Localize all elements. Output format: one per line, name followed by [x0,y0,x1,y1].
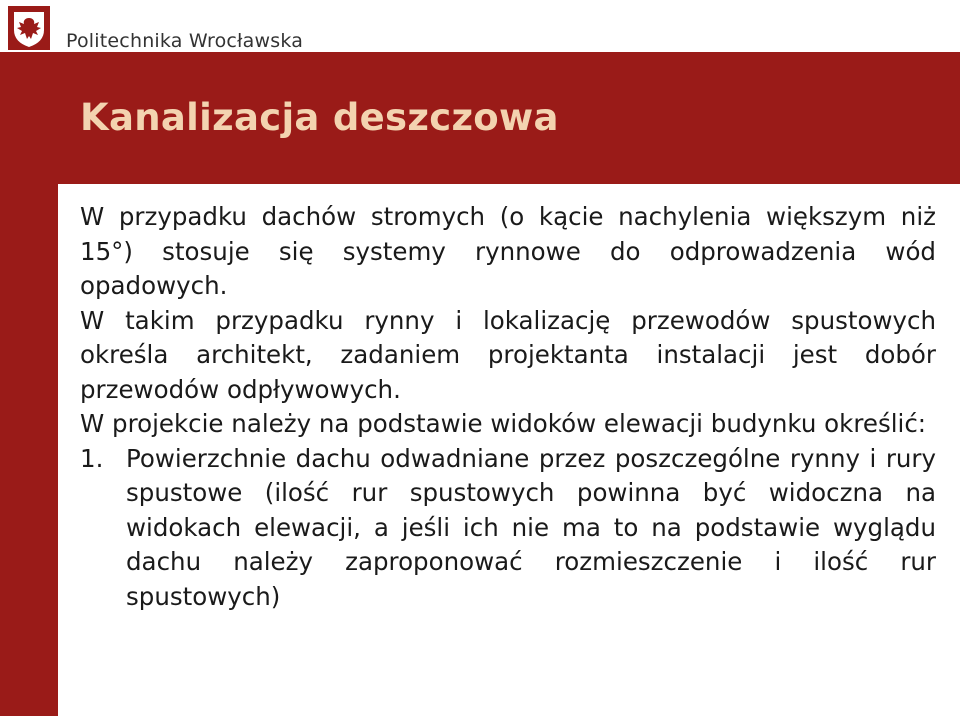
university-name: Politechnika Wrocławska [66,30,304,52]
slide-header [0,0,960,52]
slide-title: Kanalizacja deszczowa [80,96,559,139]
left-accent-bar [0,52,58,716]
paragraph-3: W projekcie należy na podstawie widoków elewacji budynku określić: [80,409,927,438]
paragraph-2: W takim przypadku rynny i lokalizację przewodów spustowych określa architekt, zadaniem projektanta instalacji jest dobór przewodów odpływowych. [80,305,936,404]
paragraph-1: W przypadku dachów stromych (o kącie nachylenia większym niż 15°) stosuje się systemy rynnowe do odprowadzenia wód opadowych. [80,202,936,300]
list-item-number: 1. [80,443,104,473]
eagle-crest-icon [8,6,50,50]
list-item-text: Powierzchnie dachu odwadniane przez poszczególne rynny i rury spustowe (ilość rur spustowych powinna być widoczna na widokach elewacji, a jeśli ich nie ma to na podstawie wyglądu dachu należy zaproponować rozmieszczenie i ilość rur spustowych) [126,443,936,611]
slide-content [80,200,936,614]
list-item [80,442,936,615]
